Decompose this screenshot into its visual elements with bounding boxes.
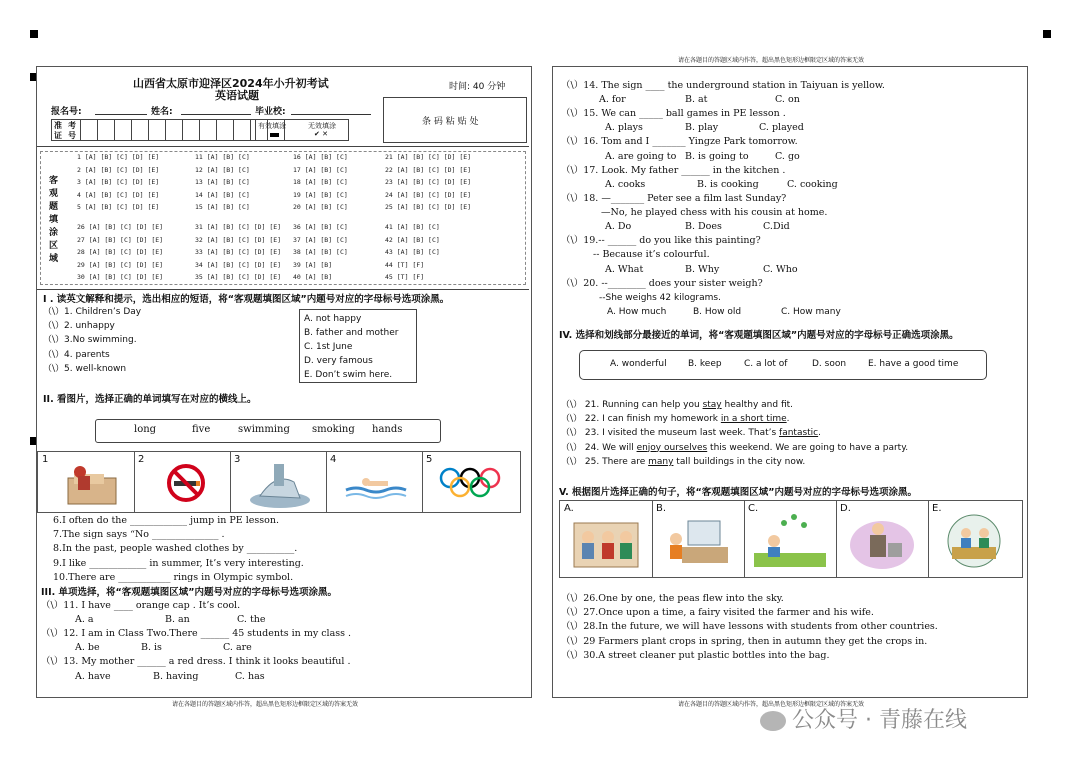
wechat-icon [760,711,786,731]
omr-answer-row[interactable]: 33 [A] [B] [C] [D] [E] [195,248,282,257]
right-header: 请在各题目的答题区域内作答，超出黑色矩形边框限定区域的答案无效 [678,57,865,64]
word-bank-item: hands [372,424,403,435]
sec1-item[interactable]: （\）5. well-known [43,363,127,374]
name-label: 姓名: [151,107,173,117]
fill-blank-item[interactable]: 8.In the past, people washed clothes by __________. [53,543,298,555]
option[interactable]: A. Do [605,221,632,233]
word-bank-item: swimming [238,424,290,435]
omr-answer-row[interactable]: 30 [A] [B] [C] [D] [E] [77,273,164,282]
exam-number-grid[interactable] [51,119,285,141]
watermark: 公众号 · 青藤在线 [760,703,967,734]
sec3-cont [561,79,885,319]
option[interactable]: C. Who [763,263,798,275]
right-page [552,66,1028,698]
sec5-picture-c: C. [744,501,837,577]
omr-answer-row[interactable]: 4 [A] [B] [C] [D] [E] [77,190,160,199]
sec4-option: D. soon [812,359,847,369]
sec2-heading: II. 看图片，选择正确的单词填写在对应的横线上。 [43,394,257,405]
omr-answer-row[interactable]: 42 [A] [B] [C] [385,235,440,244]
omr-answer-row[interactable]: 31 [A] [B] [C] [D] [E] [195,223,282,231]
sec1-heading: I . 读英文解释和提示，选出相应的短语，将“客观题填图区域”内题号对应的字母标号选项涂黑。 [43,294,450,305]
omr-answer-row[interactable]: 23 [A] [B] [C] [D] [E] [385,178,472,187]
option[interactable]: B. Why [685,263,720,275]
omr-answer-row[interactable]: 44 [T] [F] [385,260,425,269]
option[interactable]: B. at [685,94,708,106]
omr-answer-row[interactable]: 1 [A] [B] [C] [D] [E] [77,153,160,161]
sec4-items [561,398,908,469]
option[interactable]: C. has [235,670,265,682]
question-11[interactable]: （\）11. I have ____ orange cap . It’s cool. [41,600,241,611]
sec5-picture-strip [559,500,1023,578]
omr-answer-row[interactable]: 24 [A] [B] [C] [D] [E] [385,190,472,199]
hand-washing-picture [38,452,134,512]
omr-answer-row[interactable]: 40 [A] [B] [293,273,333,282]
option[interactable]: C. cooking [787,178,838,190]
question-27[interactable]: （\）27.Once upon a time, a fairy visited the farmer and his wife. [561,607,874,619]
sec1-option: B. father and mother [304,328,399,338]
option[interactable]: C.Did [763,221,790,233]
question-21[interactable]: （\） 21. Running can help you stay healthy and fit. [561,400,794,410]
option[interactable]: B. play [685,122,719,134]
fill-blank-item[interactable]: 9.I like ____________ in summer, It’s very interesting. [53,557,304,569]
omr-answer-row[interactable]: 45 [T] [F] [385,273,425,282]
omr-answer-row[interactable]: 26 [A] [B] [C] [D] [E] [77,223,164,231]
picture-cell-2: 2 [134,452,231,512]
omr-answer-row[interactable]: 21 [A] [B] [C] [D] [E] [385,153,472,161]
omr-answer-row[interactable]: 16 [A] [B] [C] [293,153,348,161]
washing-clothes-picture [230,452,326,512]
option[interactable]: A. be [75,642,100,654]
question-23[interactable]: （\） 23. I visited the museum last week. That’s fantastic. [561,428,822,439]
valid-fill-mark [270,133,279,137]
omr-answer-row[interactable]: 15 [A] [B] [C] [195,203,250,212]
omr-answer-row[interactable]: 14 [A] [B] [C] [195,190,250,199]
question-19-line2: -- Because it’s colourful. [593,249,710,261]
omr-label: 客观题填涂区域 [49,176,59,264]
omr-answer-row[interactable]: 35 [A] [B] [C] [D] [E] [195,273,282,282]
alignment-mark [30,30,38,38]
omr-answer-row[interactable]: 13 [A] [B] [C] [195,178,250,187]
question-25[interactable]: （\） 25. There are many tall buildings in the city now. [561,456,806,467]
sec5-picture-d: D. [836,501,929,577]
fill-blank-item[interactable]: 10.There are ___________ rings in Olympic symbol. [53,571,294,583]
street-cleaner-picture [836,501,928,577]
picture-cell-5: 5 [422,452,518,512]
sec1-option: C. 1st June [304,342,353,352]
question-15[interactable]: （\）15. We can _____ ball games in PE lesson . [561,108,786,120]
omr-answer-row[interactable]: 32 [A] [B] [C] [D] [E] [195,235,282,244]
sec1-option: A. not happy [304,314,362,324]
word-bank-item: long [134,424,157,435]
reg-no-label: 报名号: [51,107,82,117]
peas-flying-picture [744,501,836,577]
barcode-area: 条 码 粘 贴 处 [383,97,527,143]
omr-area[interactable] [37,146,529,290]
question-18-line2: —No, he played chess with his cousin at home. [601,207,828,219]
right-footer: 请在各题目的答题区域内作答，超出黑色矩形边框限定区域的答案无效 [678,701,865,708]
omr-answer-row[interactable]: 19 [A] [B] [C] [293,190,348,199]
option[interactable]: A. plays [605,122,643,134]
reg-no-field[interactable] [95,114,147,115]
option[interactable]: A. a [75,614,94,626]
omr-answer-row[interactable]: 37 [A] [B] [C] [293,235,348,244]
question-13[interactable]: （\）13. My mother ______ a red dress. I think it looks beautiful . [41,656,351,668]
omr-answer-row[interactable]: 41 [A] [B] [C] [385,223,440,231]
left-footer: 请在各题目的答题区域内作答，超出黑色矩形边框限定区域的答案无效 [172,701,359,708]
fill-blank-item[interactable]: 7.The sign says “No ______________ . [53,529,225,541]
computer-lesson-picture [652,501,744,577]
sec2-items [53,514,304,585]
exam-number-label: 准 考 证 号 [52,120,81,140]
sec5-picture-a: A. [560,501,653,577]
sec1-options-box [299,309,417,383]
option[interactable]: A. for [599,94,626,106]
question-19[interactable]: （\）19.-- ______ do you like this painting? [561,235,761,247]
farm-harvest-picture [928,501,1022,577]
sec4-option: C. a lot of [744,359,788,369]
sec1-option: E. Don’t swim here. [304,370,393,380]
option[interactable]: B. is going to [685,150,749,162]
option[interactable]: C. on [775,94,800,106]
exam-time: 时间: 40 分钟 [449,82,506,92]
question-24[interactable]: （\） 24. We will enjoy ourselves this weekend. We are going to have a party. [561,442,909,453]
picture-strip [37,451,521,513]
option[interactable]: A. How much [607,307,667,318]
omr-answer-row[interactable]: 29 [A] [B] [C] [D] [E] [77,260,164,269]
omr-answer-row[interactable]: 20 [A] [B] [C] [293,203,348,212]
name-field[interactable] [181,114,251,115]
sec3-heading: III. 单项选择，将“客观题填图区域”内题号对应的字母标号选项涂黑。 [41,587,338,598]
sec5-picture-b: B. [652,501,745,577]
question-12[interactable]: （\）12. I am in Class Two.There ______ 45 students in my class . [41,628,352,640]
sec1-item[interactable]: （\）3.No swimming. [43,335,137,346]
omr-answer-row[interactable]: 12 [A] [B] [C] [195,165,250,174]
question-18[interactable]: （\）18. —_______ Peter see a film last Sunday? [561,192,787,204]
olympic-rings-icon [422,452,518,512]
question-30[interactable]: （\）30.A street cleaner put plastic bottles into the bag. [561,649,830,661]
question-26[interactable]: （\）26.One by one, the peas flew into the sky. [561,593,784,604]
option[interactable]: B. How old [693,307,742,318]
sec1-item[interactable]: （\）4. parents [43,349,110,360]
picture-cell-3: 3 [230,452,327,512]
question-14[interactable]: （\）14. The sign ____ the underground station in Taiyuan is yellow. [561,80,885,91]
option[interactable]: A. have [75,670,111,682]
question-28[interactable]: （\）28.In the future, we will have lessons with students from other countries. [561,621,938,633]
fill-sample: 有效填涂 无效填涂 ✔ ✕ [255,119,349,141]
sec5-picture-e: E. [928,501,1022,577]
sec4-option: B. keep [688,359,722,369]
option[interactable]: B. is cooking [697,178,759,190]
option[interactable]: B. having [153,670,199,682]
classroom-picture [560,501,652,577]
question-22[interactable]: （\） 22. I can finish my homework in a short time. [561,414,790,425]
picture-cell-1: 1 [38,452,135,512]
word-bank-item: five [192,424,211,435]
question-20[interactable]: （\）20. --________ does your sister weigh? [561,277,763,289]
option[interactable]: B. Does [685,221,722,233]
option[interactable]: A. are going to [605,150,677,162]
exam-subtitle: 英语试题 [215,89,259,102]
omr-answer-row[interactable]: 22 [A] [B] [C] [D] [E] [385,165,472,174]
option[interactable]: B. is [141,642,162,654]
omr-answer-row[interactable]: 3 [A] [B] [C] [D] [E] [77,178,160,187]
no-smoking-sign [134,452,230,512]
question-29[interactable]: （\）29 Farmers plant crops in spring, then in autumn they get the crops in. [561,635,928,647]
sec1-items [43,305,141,376]
omr-answer-row[interactable]: 43 [A] [B] [C] [385,248,440,257]
sec4-heading: IV. 选择和划线部分最接近的单词，将“客观题填图区域”内题号对应的字母标号正确选项涂黑。 [559,330,959,341]
school-field[interactable] [291,114,371,115]
option[interactable]: C. are [223,642,252,654]
invalid-fill-mark: ✔ ✕ [314,130,328,138]
sec5-items [561,592,938,663]
option[interactable]: C. played [759,122,804,134]
omr-answer-row[interactable]: 25 [A] [B] [C] [D] [E] [385,203,472,212]
option[interactable]: B. an [165,614,190,626]
school-label: 毕业校: [255,107,286,117]
omr-answer-row[interactable]: 17 [A] [B] [C] [293,165,348,174]
omr-answer-row[interactable]: 5 [A] [B] [C] [D] [E] [77,203,160,212]
option[interactable]: A. What [605,263,644,275]
sec4-option: A. wonderful [610,359,667,369]
question-16[interactable]: （\）16. Tom and I _______ Yingze Park tomorrow. [561,136,798,148]
alignment-mark [1043,30,1051,38]
swimming-picture [326,452,422,512]
picture-cell-4: 4 [326,452,423,512]
option[interactable]: A. cooks [605,178,646,190]
omr-answer-row[interactable]: 18 [A] [B] [C] [293,178,348,187]
omr-answer-row[interactable]: 27 [A] [B] [C] [D] [E] [77,235,164,244]
word-bank-item: smoking [312,424,355,435]
fill-blank-item[interactable]: 6.I often do the ____________ jump in PE lesson. [53,515,280,526]
omr-answer-row[interactable]: 34 [A] [B] [C] [D] [E] [195,260,282,269]
question-20-line2: --She weighs 42 kilograms. [599,292,721,303]
option[interactable]: C. the [237,614,266,626]
sec3-questions [41,599,351,684]
omr-answer-row[interactable]: 36 [A] [B] [C] [293,223,348,231]
sec4-options-box [579,350,987,380]
option[interactable]: C. go [775,150,800,162]
exam-title: 山西省太原市迎泽区2024年小升初考试 [133,77,329,90]
sec1-item[interactable]: （\）2. unhappy [43,321,115,332]
sec5-heading: V. 根据图片选择正确的句子，将“客观题填图区域”内题号对应的字母标号选项涂黑。 [559,487,918,498]
omr-answer-row[interactable]: 38 [A] [B] [C] [293,248,348,257]
sec1-item[interactable]: （\）1. Children’s Day [43,307,142,317]
omr-answer-row[interactable]: 39 [A] [B] [293,260,333,269]
sec1-option: D. very famous [304,356,373,366]
omr-answer-row[interactable]: 11 [A] [B] [C] [195,153,250,161]
word-bank [95,419,441,443]
option[interactable]: C. How many [781,307,841,318]
omr-answer-row[interactable]: 2 [A] [B] [C] [D] [E] [77,165,160,174]
question-17[interactable]: （\）17. Look. My father ______ in the kitchen . [561,164,786,176]
left-page [36,66,532,698]
omr-answer-row[interactable]: 28 [A] [B] [C] [D] [E] [77,248,164,257]
sec4-option: E. have a good time [868,359,959,369]
